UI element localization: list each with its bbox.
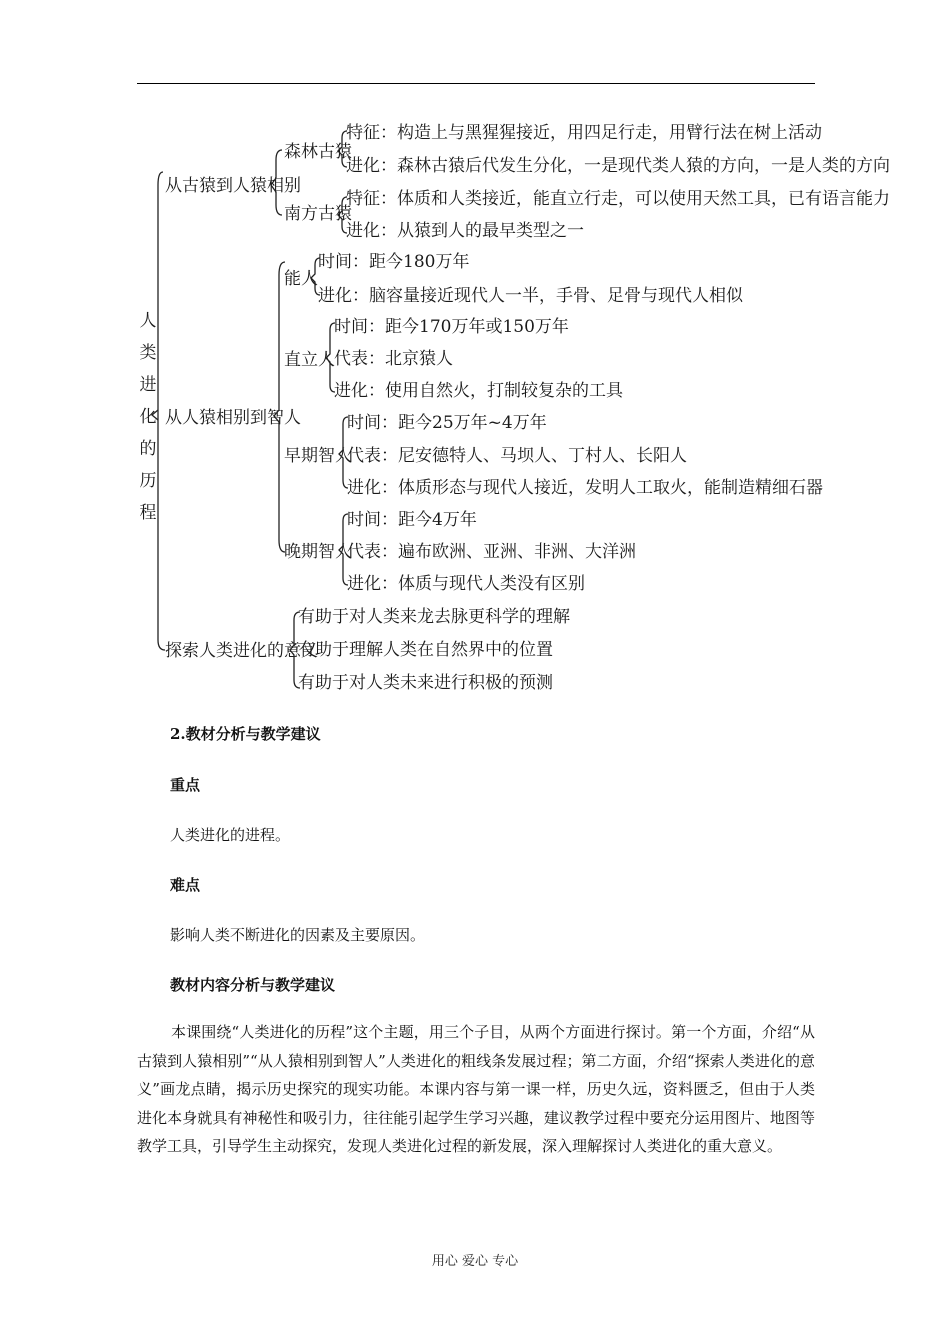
root-label-char: 的 xyxy=(139,439,157,459)
difficulty-heading: 难点 xyxy=(170,876,201,894)
branch2-label: 从人猿相别到智人 xyxy=(165,408,301,428)
branch3-label: 探索人类进化的意义 xyxy=(165,641,318,661)
forest-ape-evolution: 进化：森林古猿后代发生分化，一是现代类人猿的方向，一是人类的方向 xyxy=(346,156,890,176)
erectus-rep: 代表：北京猿人 xyxy=(334,349,453,369)
early-sapiens-evolution: 进化：体质形态与现代人接近，发明人工取火，能制造精细石器 xyxy=(347,478,823,498)
erectus-time: 时间：距今170万年或150万年 xyxy=(334,317,569,337)
analysis-paragraph: 本课围绕“人类进化的历程”这个主题，用三个子目，从两个方面进行探讨。第一个方面，介绍“从古猿到人猿相别”“从人猿相别到智人”人类进化的粗线条发展过程；第二方面，介绍“探索人类进化的意义”画龙点睛，揭示历史探究的现实功能。本课内容与第一课一样，历史久远，资料匮乏，但由于人类进化本身就具有神秘性和吸引力，往往能引起学生学习兴趣，建议教学过程中要充分运用图片、地图等教学工具，引导学生主动探究，发现人类进化过程的新发展，深入理解探讨人类进化的重大意义。 xyxy=(137,1023,815,1155)
forest-ape-feature: 特征：构造上与黑猩猩接近，用四足行走，用臂行法在树上活动 xyxy=(346,123,822,143)
habilis-time: 时间：距今180万年 xyxy=(318,252,470,272)
erectus-evolution: 进化：使用自然火，打制较复杂的工具 xyxy=(334,381,623,401)
section-title: 2.教材分析与教学建议 xyxy=(170,725,321,743)
late-sapiens-evolution: 进化：体质与现代人类没有区别 xyxy=(347,574,585,594)
southern-ape-evolution: 进化：从猿到人的最早类型之一 xyxy=(346,221,584,241)
root-label-char: 类 xyxy=(139,343,157,363)
southern-ape-feature: 特征：体质和人类接近，能直立行走，可以使用天然工具，已有语言能力 xyxy=(346,189,890,209)
significance-item-3: 有助于对人类未来进行积极的预测 xyxy=(298,673,553,693)
significance-item-2: 有助于理解人类在自然界中的位置 xyxy=(298,640,553,660)
late-sapiens-rep: 代表：遍布欧洲、亚洲、非洲、大洋洲 xyxy=(347,542,636,562)
early-sapiens-label: 早期智人 xyxy=(284,446,352,466)
root-label-char: 程 xyxy=(139,503,157,523)
southern-ape-label: 南方古猿 xyxy=(284,204,352,224)
root-label-char: 历 xyxy=(139,471,157,491)
forest-ape-label: 森林古猿 xyxy=(284,142,352,162)
root-label-char: 进 xyxy=(139,375,157,395)
page-footer: 用心 爱心 专心 xyxy=(431,1254,519,1269)
root-label-char: 人 xyxy=(139,311,157,331)
habilis-label: 能人 xyxy=(284,269,318,289)
branch1-label: 从古猿到人猿相别 xyxy=(165,176,301,196)
early-sapiens-time: 时间：距今25万年~4万年 xyxy=(347,413,547,433)
significance-item-1: 有助于对人类来龙去脉更科学的理解 xyxy=(298,607,570,627)
habilis-evolution: 进化：脑容量接近现代人一半，手骨、足骨与现代人相似 xyxy=(318,286,743,306)
erectus-label: 直立人 xyxy=(284,350,335,370)
late-sapiens-label: 晚期智人 xyxy=(284,542,352,562)
key-point-text: 人类进化的进程。 xyxy=(170,826,291,844)
analysis-heading: 教材内容分析与教学建议 xyxy=(170,976,336,994)
key-point-heading: 重点 xyxy=(170,776,201,794)
root-label-char: 化 xyxy=(139,407,157,427)
early-sapiens-rep: 代表：尼安德特人、马坝人、丁村人、长阳人 xyxy=(347,446,687,466)
late-sapiens-time: 时间：距今4万年 xyxy=(347,510,477,530)
difficulty-text: 影响人类不断进化的因素及主要原因。 xyxy=(170,926,426,944)
